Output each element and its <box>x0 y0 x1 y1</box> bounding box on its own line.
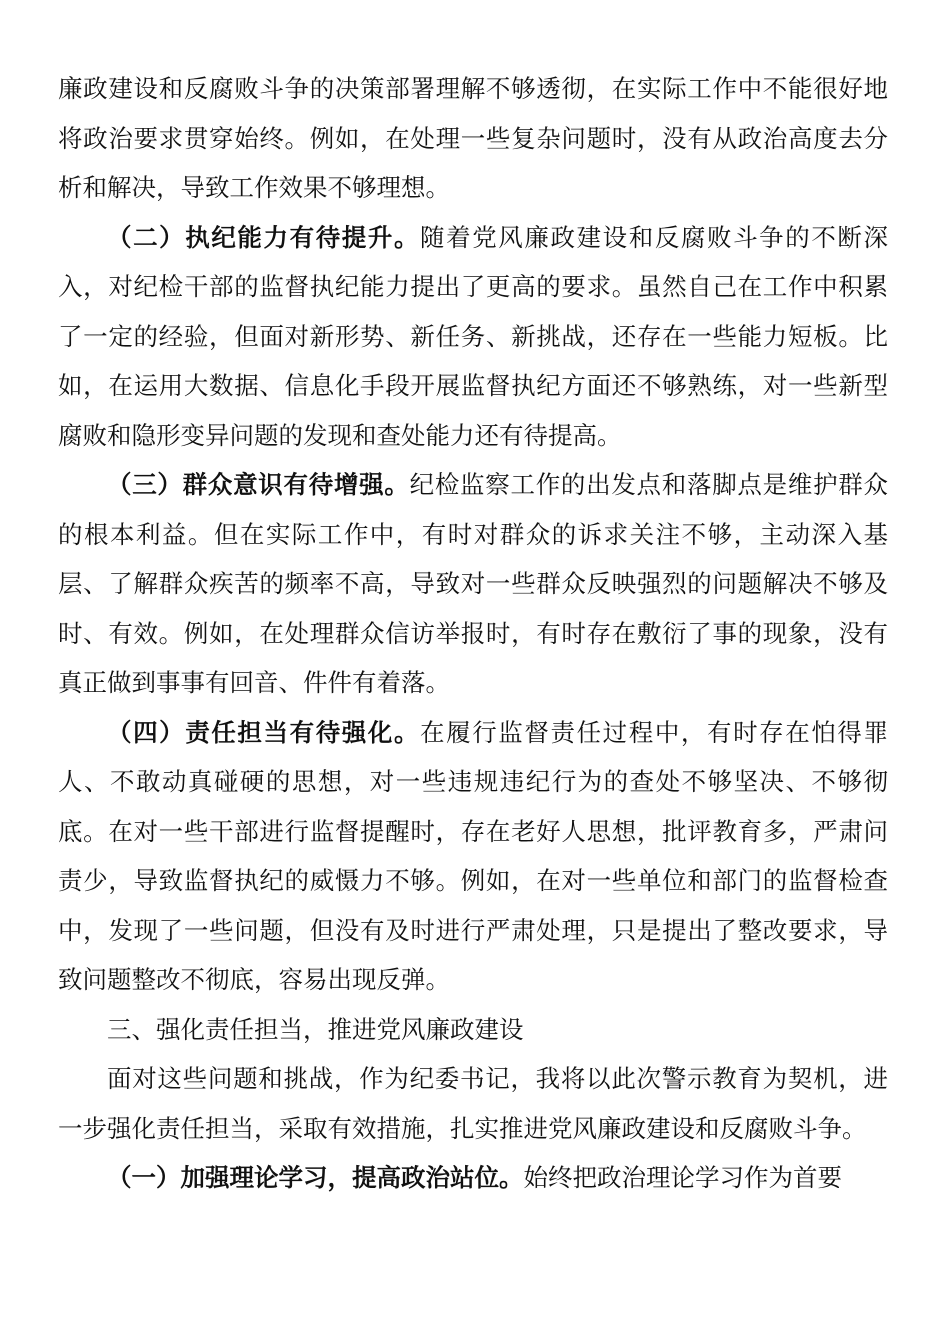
paragraph-point-3 <box>58 460 888 708</box>
paragraph-text: 廉政建设和反腐败斗争的决策部署理解不够透彻，在实际工作中不能很好地将政治要求贯穿始终。例如，在处理一些复杂问题时，没有从政治高度去分析和解决，导致工作效果不够理想。 <box>58 74 888 202</box>
paragraph-text: 随着党风廉政建设和反腐败斗争的不断深入，对纪检干部的监督执纪能力提出了更高的要求。虽然自己在工作中积累了一定的经验，但面对新形势、新任务、新挑战，还存在一些能力短板。比如，在运用大数据、信息化手段开展监督执纪方面还不够熟练，对一些新型腐败和隐形变异问题的发现和查处能力还有待提高。 <box>58 222 889 450</box>
paragraph-point-2 <box>58 213 888 461</box>
paragraph-text: 在履行监督责任过程中，有时存在怕得罪人、不敢动真碰硬的思想，对一些违规违纪行为的查处不够坚决、不够彻底。在对一些干部进行监督提醒时，存在老好人思想，批评教育多，严肃问责少，导致监督执纪的威慑力不够。例如，在对一些单位和部门的监督检查中，发现了一些问题，但没有及时进行严肃处理，只是提出了整改要求，导致问题整改不彻底，容易出现反弹。 <box>58 717 889 994</box>
paragraph-measure-1 <box>58 1153 888 1203</box>
paragraph-lead: （二）执纪能力有待提升。 <box>107 222 421 252</box>
paragraph-lead: （一）加强理论学习，提高政治站位。 <box>107 1163 524 1192</box>
paragraph-text: 纪检监察工作的出发点和落脚点是维护群众的根本利益。但在实际工作中，有时对群众的诉求关注不够，主动深入基层、了解群众疾苦的频率不高，导致对一些群众反映强烈的问题解决不够及时、有效。例如，在处理群众信访举报时，有时存在敷衍了事的现象，没有真正做到事事有回音、件件有着落。 <box>58 470 889 697</box>
section-heading <box>58 1005 888 1055</box>
paragraph-point-4 <box>58 708 888 1005</box>
document-page <box>58 64 888 1203</box>
paragraph-continuation <box>58 64 888 213</box>
section-heading-text: 三、强化责任担当，推进党风廉政建设 <box>107 1014 524 1044</box>
paragraph-text: 面对这些问题和挑战，作为纪委书记，我将以此次警示教育为契机，进一步强化责任担当，采取有效措施，扎实推进党风廉政建设和反腐败斗争。 <box>58 1064 888 1143</box>
paragraph-text: 始终把政治理论学习作为首要 <box>523 1163 842 1192</box>
paragraph-lead: （四）责任担当有待强化。 <box>107 717 421 747</box>
paragraph-lead: （三）群众意识有待增强。 <box>107 470 410 499</box>
paragraph-intro <box>58 1054 888 1153</box>
